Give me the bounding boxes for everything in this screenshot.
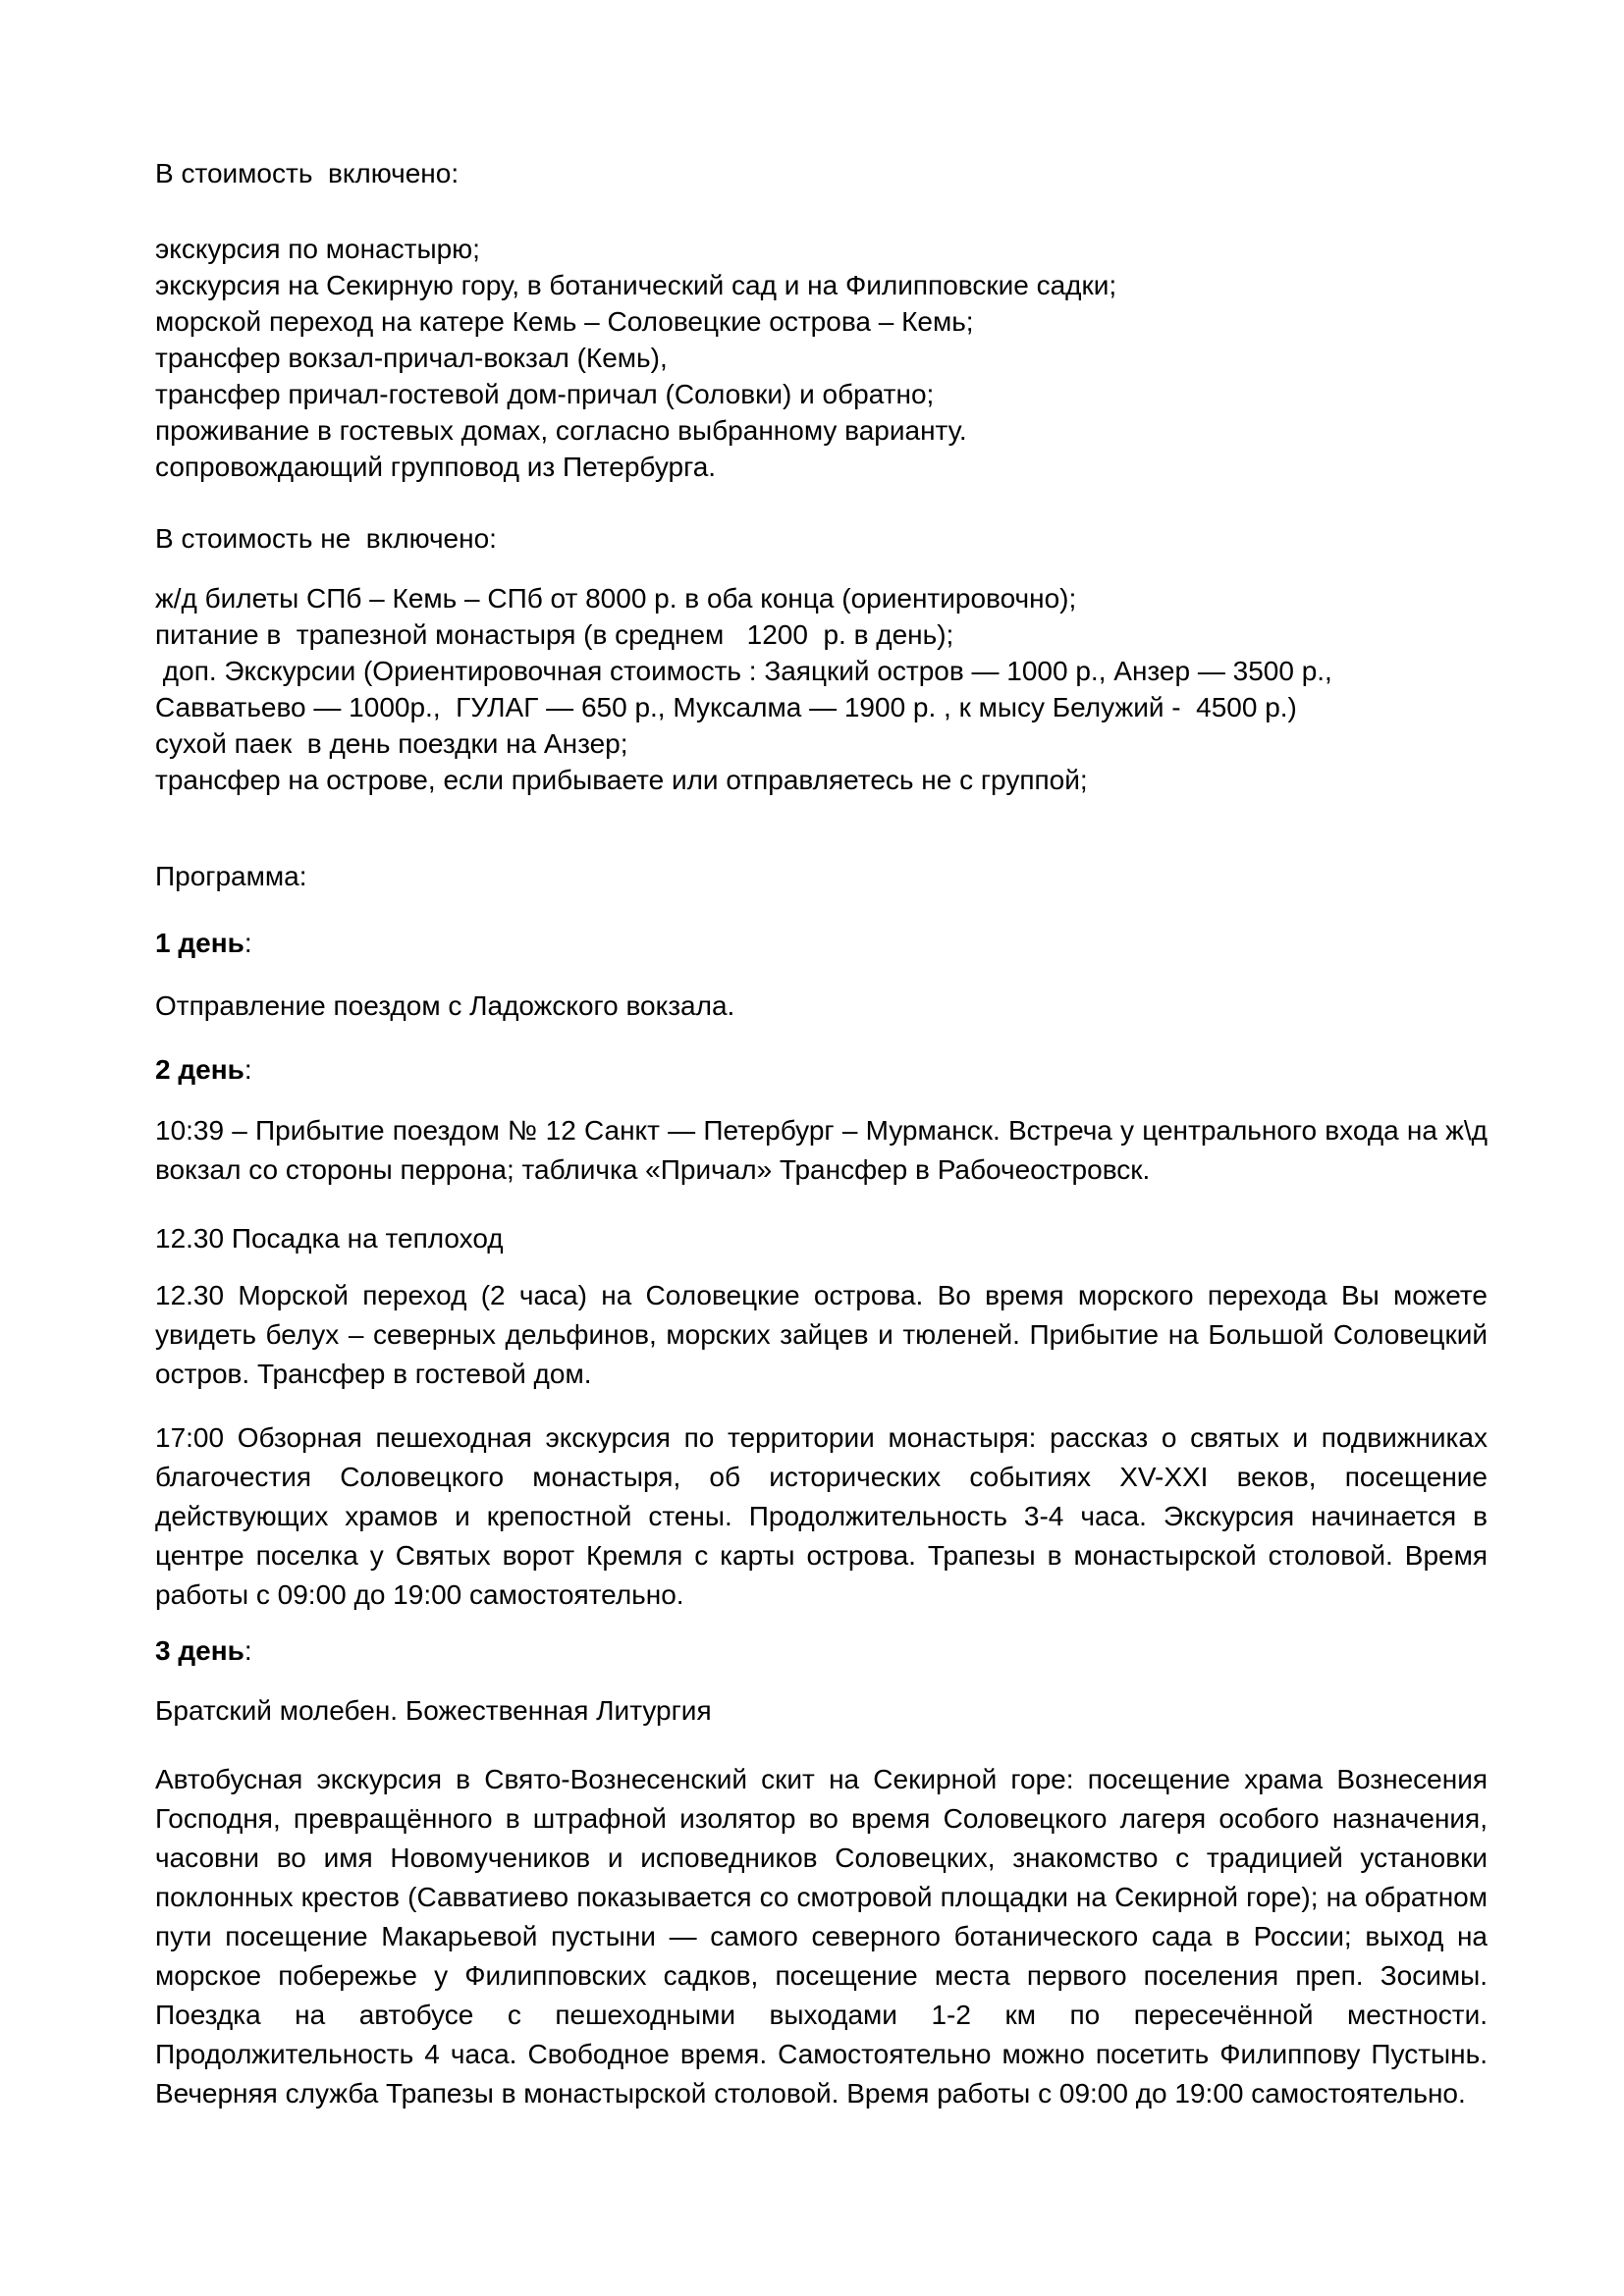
day-2-paragraph-boarding: 12.30 Посадка на теплоход (155, 1223, 504, 1254)
day-3-label: 3 день (155, 1635, 244, 1666)
not-included-list-item: сухой паек в день поездки на Анзер; (155, 728, 628, 759)
not-included-list-item: ж/д билеты СПб – Кемь – СПб от 8000 р. в оба конца (ориентировочно); (155, 583, 1077, 614)
day-2-label: 2 день (155, 1054, 244, 1085)
included-list-item: экскурсия на Секирную гору, в ботанический сад и на Филипповские садки; (155, 270, 1117, 300)
day-2-paragraph-arrival: 10:39 – Прибытие поездом № 12 Санкт — Петербург – Мурманск. Встреча у центрального входа на ж\д вокзал со стороны перрона; табличка «Причал» Трансфер в Рабочеостровск. (155, 1115, 1488, 1185)
day-1-heading (155, 924, 1488, 963)
included-list-item: трансфер причал-гостевой дом-причал (Соловки) и обратно; (155, 379, 935, 409)
program-heading: Программа: (155, 861, 307, 891)
day-1-colon: : (244, 928, 252, 958)
included-list-item: морской переход на катере Кемь – Соловецкие острова – Кемь; (155, 306, 974, 337)
day-2-paragraph-sea-crossing: 12.30 Морской переход (2 часа) на Соловецкие острова. Во время морского перехода Вы можете увидеть белух – северных дельфинов, морских зайцев и тюленей. Прибытие на Большой Соловецкий остров. Трансфер в гостевой дом. (155, 1280, 1488, 1389)
not-included-list-item: трансфер на острове, если прибываете или отправляетесь не с группой; (155, 765, 1088, 795)
day-3-heading (155, 1631, 1488, 1671)
day-2-colon: : (244, 1054, 252, 1085)
day-2-paragraph-monastery-tour: 17:00 Обзорная пешеходная экскурсия по территории монастыря: рассказ о святых и подвижниках благочестия Соловецкого монастыря, об исторических событиях XV-XXI веков, посещение действующих храмов и крепостной стены. Продолжительность 3-4 часа. Экскурсия начинается в центре поселка у Святых ворот Кремля с карты острова. Трапезы в монастырской столовой. Время работы с 09:00 до 19:00 самостоятельно. (155, 1422, 1488, 1610)
not-included-list-item: доп. Экскурсии (Ориентировочная стоимость : Заяцкий остров — 1000 р., Анзер — 3500 р., (155, 656, 1332, 686)
day-2-heading (155, 1050, 1488, 1090)
included-list-item: экскурсия по монастырю; (155, 234, 480, 264)
day-3-colon: : (244, 1635, 252, 1666)
included-list (155, 231, 1488, 485)
day-1-label: 1 день (155, 928, 244, 958)
included-heading: В стоимость включено: (155, 158, 460, 188)
day-3-paragraph-bus-excursion: Автобусная экскурсия в Свято-Вознесенский скит на Секирной горе: посещение храма Вознесения Господня, превращённого в штрафной изолятор во время Соловецкого лагеря особого назначения, часовни во имя Новомучеников и исповедников Соловецких, знакомство с традицией установки поклонных крестов (Савватиево показывается со смотровой площадки на Секирной горе); на обратном пути посещение Макарьевой пустыни — самого северного ботанического сада в России; выход на морское побережье у Филипповских садков, посещение места первого поселения преп. Зосимы. Поездка на автобусе с пешеходными выходами 1-2 км по пересечённой местности. Продолжительность 4 часа. Свободное время. Самостоятельно можно посетить Филиппову Пустынь. Вечерняя служба Трапезы в монастырской столовой. Время работы с 09:00 до 19:00 самостоятельно. (155, 1764, 1488, 2109)
included-list-item: сопровождающий групповод из Петербурга. (155, 452, 717, 482)
not-included-list (155, 580, 1488, 798)
included-list-item: проживание в гостевых домах, согласно выбранному варианту. (155, 415, 967, 446)
not-included-list-item: Савватьево — 1000р., ГУЛАГ — 650 р., Муксалма — 1900 р. , к мысу Белужий - 4500 р.) (155, 692, 1297, 722)
not-included-list-item: питание в трапезной монастыря (в среднем 1200 р. в день); (155, 619, 954, 650)
not-included-heading: В стоимость не включено: (155, 523, 497, 554)
day-3-paragraph-liturgy: Братский молебен. Божественная Литургия (155, 1695, 712, 1726)
included-list-item: трансфер вокзал-причал-вокзал (Кемь), (155, 343, 668, 373)
day-1-paragraph-departure: Отправление поездом с Ладожского вокзала. (155, 990, 735, 1021)
